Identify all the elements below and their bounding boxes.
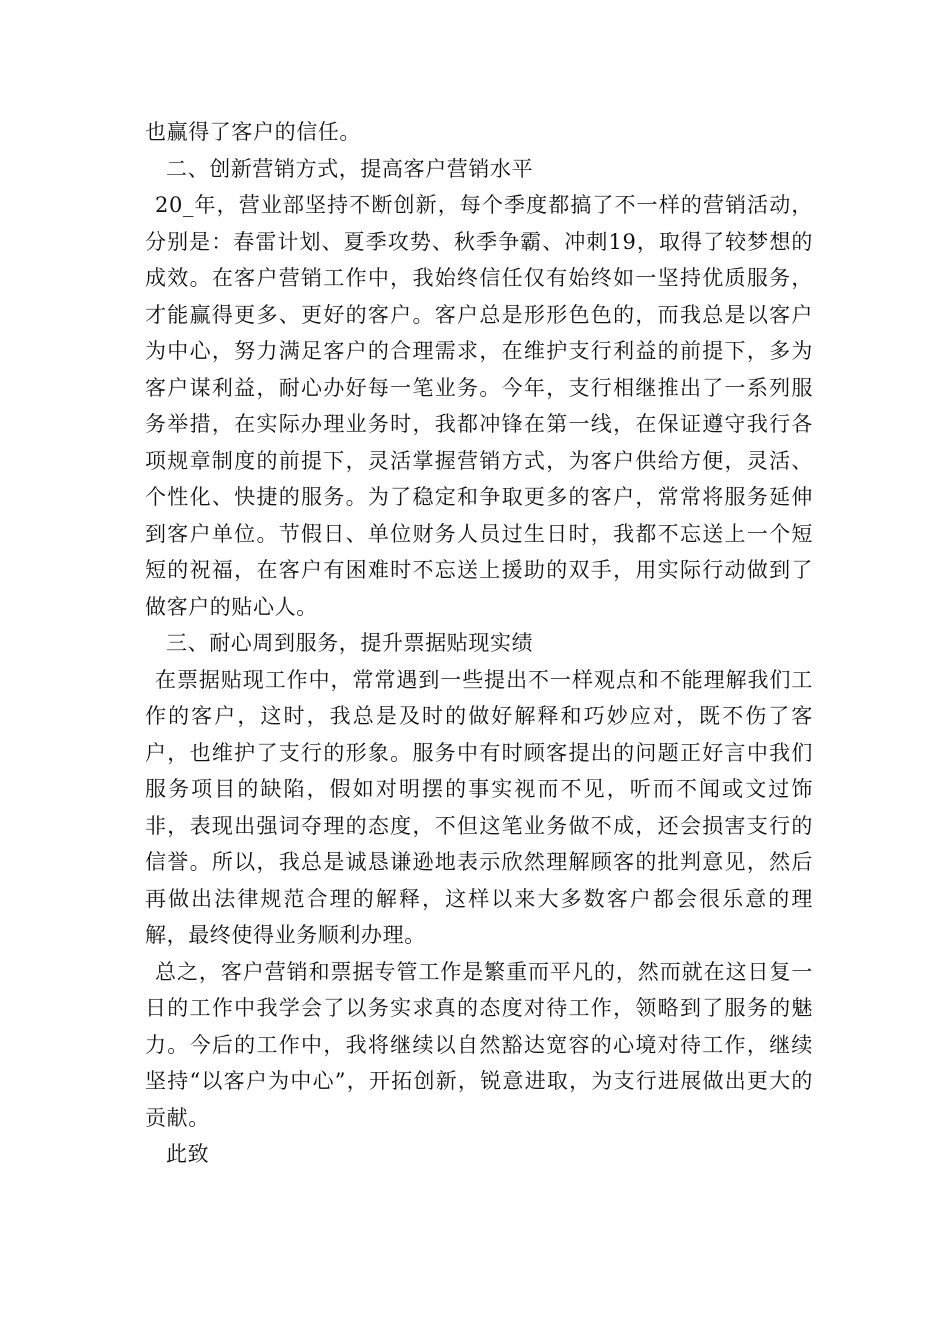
paragraph-discount-service: 在票据贴现工作中，常常遇到一些提出不一样观点和不能理解我们工作的客户，这时，我总是及时的做好解释和巧妙应对，既不伤了客户，也维护了支行的形象。服务中有时顾客提出的问题正好言中我们服务项目的缺陷，假如对明摆的事实视而不见，听而不闻或文过饰非，表现出强词夺理的态度，不但这笔业务做不成，还会损害支行的信誉。所以，我总是诚恳谦逊地表示欣然理解顾客的批判意见，然后再做出法律规范合理的解释，这样以来大多数客户都会很乐意的理解，最终使得业务顺利办理。 [145,667,813,947]
paragraph-summary: 总之，客户营销和票据专管工作是繁重而平凡的，然而就在这日复一日的工作中我学会了以务实求真的态度对待工作，领略到了服务的魅力。今后的工作中，我将继续以自然豁达宽容的心境对待工作，继续坚持“以客户为中心”，开拓创新，锐意进取，为支行进展做出更大的贡献。 [145,959,813,1130]
section-heading-2: 二、创新营销方式，提高客户营销水平 [166,156,534,181]
closing-salutation: 此致 [166,1142,210,1166]
section-heading-3: 三、耐心周到服务，提升票据贴现实绩 [166,631,534,655]
paragraph-continuation: 也赢得了客户的信任。 [145,120,361,144]
paragraph-marketing: 20_年，营业部坚持不断创新，每个季度都搞了不一样的营销活动，分别是：春雷计划、夏季攻势、秋季争霸、冲刺19，取得了较梦想的成效。在客户营销工作中，我始终信任仅有始终如一坚持优质服务，才能赢得更多、更好的客户。客户总是形形色色的，而我总是以客户为中心，努力满足客户的合理需求，在维护支行利益的前提下，多为客户谋利益，耐心办好每一笔业务。今年，支行相继推出了一系列服务举措，在实际办理业务时，我都冲锋在第一线，在保证遵守我行各项规章制度的前提下，灵活掌握营销方式，为客户供给方便，灵活、个性化、快捷的服务。为了稳定和争取更多的客户，常常将服务延伸到客户单位。节假日、单位财务人员过生日时，我都不忘送上一个短短的祝福，在客户有困难时不忘送上援助的双手，用实际行动做到了做客户的贴心人。 [145,193,813,619]
document-body [145,114,813,1173]
